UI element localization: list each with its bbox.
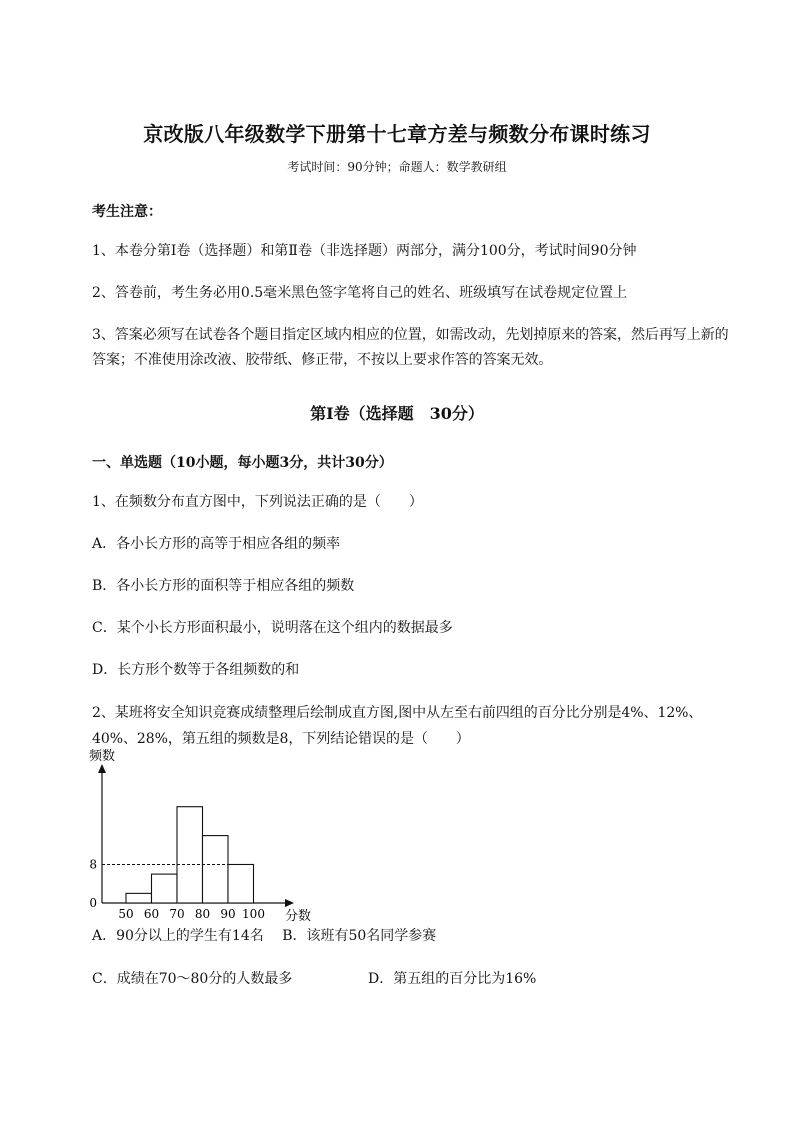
- y-tick-labels: [89, 857, 97, 910]
- part-heading: 一、单选题（10小题，每小题3分，共计30分）: [92, 455, 393, 471]
- x-tick-labels: [118, 907, 265, 921]
- question-1-option-c: C．某个小长方形面积最小，说明落在这个组内的数据最多: [92, 620, 453, 636]
- question-2-options-row-1: [92, 926, 712, 946]
- question-2-stem: 2、某班将安全知识竞赛成绩整理后绘制成直方图,图中从左至右前四组的百分比分别是4%、12%、40%、28%，第五组的频数是8，下列结论错误的是（ ）: [92, 705, 703, 747]
- question-2-options-row-2: [92, 969, 712, 989]
- question-2-option-b: B．该班有50名同学参赛: [282, 928, 437, 944]
- x-tick-label-3: 70: [169, 907, 185, 921]
- section-title: 第I卷（选择题 30分）: [310, 404, 484, 423]
- question-2-option-a: A．90分以上的学生有14名: [92, 928, 264, 944]
- y-tick-label-1: 0: [89, 896, 97, 910]
- question-2-option-d: D．第五组的百分比为16%: [368, 971, 537, 987]
- x-tick-label-5: 90: [220, 907, 236, 921]
- notice-item-2: 2、答卷前，考生务必用0.5毫米黑色签字笔将自己的姓名、班级填写在试卷规定位置上: [92, 285, 628, 301]
- chart-bars: [126, 807, 254, 903]
- histogram-bar-3: [177, 807, 203, 903]
- x-tick-label-2: 60: [143, 907, 160, 921]
- x-axis-label: 分数: [284, 909, 312, 924]
- x-tick-label-1: 50: [118, 907, 134, 921]
- question-1-option-b: B．各小长方形的面积等于相应各组的频数: [92, 578, 355, 594]
- frequency-histogram: [78, 746, 328, 924]
- page-title: 京改版八年级数学下册第十七章方差与频数分布课时练习: [143, 122, 651, 146]
- x-tick-label-6: 100: [242, 907, 265, 921]
- histogram-bar-2: [152, 874, 178, 903]
- x-axis-arrow: [285, 899, 294, 907]
- question-1-stem: 1、在频数分布直方图中，下列说法正确的是（ ）: [92, 494, 423, 510]
- question-2-option-c: C．成绩在70～80分的人数最多: [92, 971, 293, 987]
- notice-item-3: 3、答案必须写在试卷各个题目指定区域内相应的位置，如需改动，先划掉原来的答案，然后再写上新的答案；不准使用涂改液、胶带纸、修正带，不按以上要求作答的答案无效。: [92, 327, 729, 368]
- question-1-option-d: D．长方形个数等于各组频数的和: [92, 662, 300, 678]
- y-tick-label-2: 8: [89, 857, 97, 872]
- y-axis-label: 频数: [88, 749, 116, 764]
- histogram-bar-5: [228, 864, 254, 903]
- histogram-bar-4: [203, 836, 229, 903]
- notice-item-1: 1、本卷分第I卷（选择题）和第Ⅱ卷（非选择题）两部分，满分100分，考试时间90分钟: [92, 243, 637, 259]
- y-axis-arrow: [98, 764, 106, 773]
- histogram-bar-1: [126, 893, 152, 903]
- exam-info: 考试时间：90分钟；命题人：数学教研组: [287, 160, 507, 174]
- x-tick-label-4: 80: [194, 907, 211, 921]
- question-1-option-a: A．各小长方形的高等于相应各组的频率: [92, 536, 341, 552]
- notice-heading: 考生注意：: [92, 204, 162, 220]
